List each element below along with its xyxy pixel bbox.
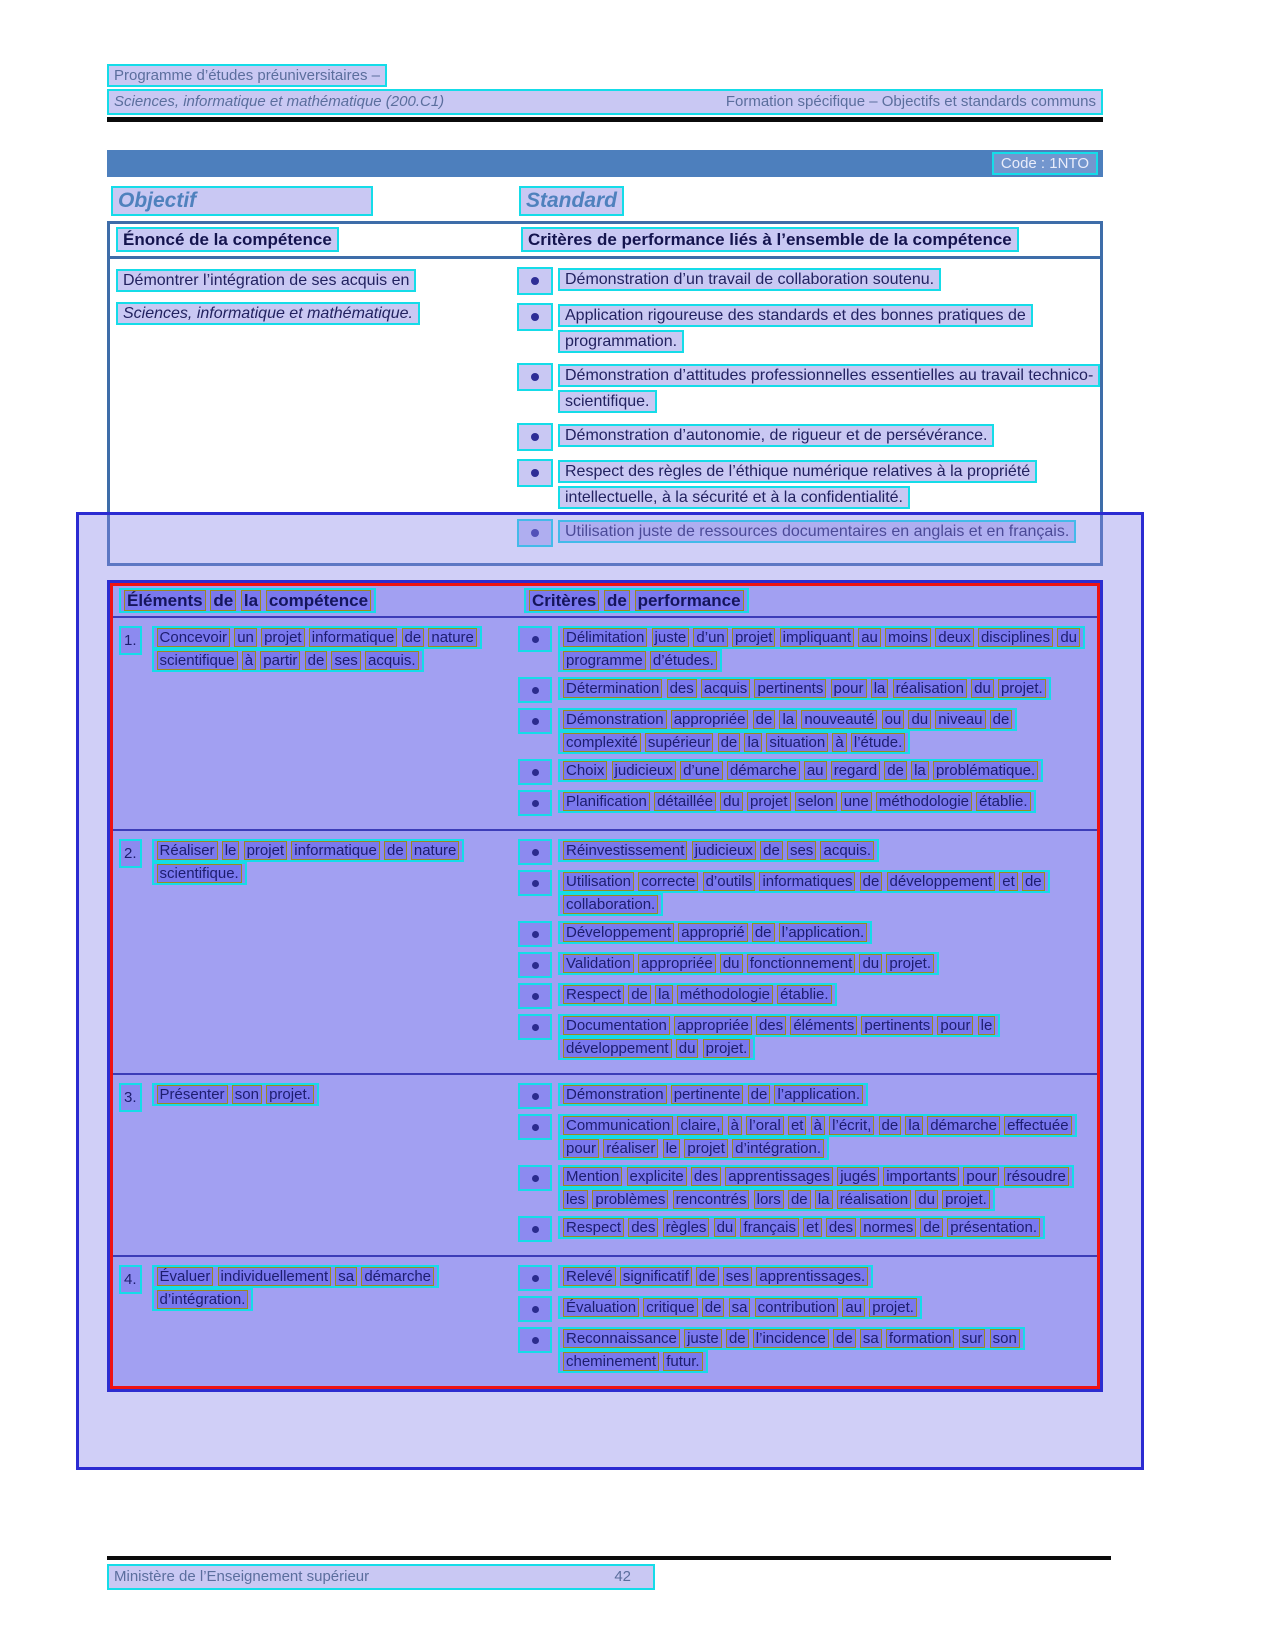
criterion-text: Relevé significatif de ses apprentissages. xyxy=(558,1265,873,1288)
criteres-list xyxy=(515,259,1100,563)
criterion-item xyxy=(518,1265,1089,1291)
bullet-icon xyxy=(518,952,552,978)
criterion-text: Démonstration d’attitudes professionnelles essentielles au travail technico-scientifique. xyxy=(558,364,1100,413)
criterion-item xyxy=(518,870,1089,916)
document-footer xyxy=(107,1564,655,1590)
bullet-icon xyxy=(518,1165,552,1191)
standard-heading: Standard xyxy=(519,186,624,216)
bullet-icon xyxy=(518,677,552,703)
criterion-item xyxy=(518,921,1089,947)
criterion-item xyxy=(518,1165,1089,1211)
elements-table-header xyxy=(113,586,1097,618)
performance-list xyxy=(518,839,1097,1065)
header-line-2 xyxy=(107,89,1103,115)
criteres-header-label: Critères de performance liés à l’ensemble de la compétence xyxy=(521,227,1019,252)
criterion-item xyxy=(517,459,1094,511)
criterion-text: Validation appropriée du fonctionnement du projet. xyxy=(558,952,939,975)
performance-list xyxy=(518,1265,1097,1378)
element-cell xyxy=(113,1083,518,1247)
header-rule xyxy=(107,117,1103,122)
elements-header-cell xyxy=(113,591,518,611)
document-header xyxy=(107,66,1103,122)
bullet-icon xyxy=(518,1265,552,1291)
bullet-icon xyxy=(518,708,552,734)
bullet-icon xyxy=(518,1114,552,1140)
row-number: 2. xyxy=(119,839,142,868)
criterion-text: Communication claire, à l’oral et à l’écrit, de la démarche effectuée pour réaliser le projet d’intégration. xyxy=(558,1114,1077,1160)
footer-rule xyxy=(107,1556,1111,1560)
performance-list xyxy=(518,626,1097,821)
bullet-icon xyxy=(517,519,553,547)
objectif-standard-row xyxy=(107,186,1103,216)
criteres-header-cell xyxy=(515,224,1100,256)
header-line-1 xyxy=(107,66,1103,86)
row-number: 4. xyxy=(119,1265,142,1294)
criterion-text: Démonstration pertinente de l’application. xyxy=(558,1083,868,1106)
elements-header-label: Éléments de la compétence xyxy=(119,588,376,613)
performance-list xyxy=(518,1083,1097,1247)
criterion-item xyxy=(517,267,1094,295)
criterion-item xyxy=(518,952,1089,978)
program-subtitle: Sciences, informatique et mathématique (200.C1) xyxy=(114,93,445,110)
criterion-text: Respect des règles du français et des normes de présentation. xyxy=(558,1216,1045,1239)
bullet-icon xyxy=(518,839,552,865)
enonce-line-1: Démontrer l’intégration de ses acquis en xyxy=(116,269,416,292)
bullet-icon xyxy=(517,363,553,391)
bullet-icon xyxy=(518,870,552,896)
bullet-icon xyxy=(518,921,552,947)
criterion-text: Évaluation critique de sa contribution au projet. xyxy=(558,1296,922,1319)
bullet-icon xyxy=(517,267,553,295)
elements-table xyxy=(107,580,1103,1392)
criterion-item xyxy=(517,303,1094,355)
criterion-item xyxy=(518,983,1089,1009)
criterion-text: Démonstration d’autonomie, de rigueur et de persévérance. xyxy=(558,424,994,447)
code-label: Code : 1NTO xyxy=(992,152,1098,175)
bullet-icon xyxy=(517,459,553,487)
bullet-icon xyxy=(518,759,552,785)
element-text: Concevoir un projet informatique de nature scientifique à partir de ses acquis. xyxy=(152,626,482,672)
bullet-icon xyxy=(518,1296,552,1322)
criterion-item xyxy=(518,839,1089,865)
bullet-icon xyxy=(517,423,553,451)
competence-table xyxy=(107,221,1103,566)
row-number: 1. xyxy=(119,626,142,655)
criterion-item xyxy=(517,363,1094,415)
criterion-text: Reconnaissance juste de l’incidence de sa formation sur son cheminement futur. xyxy=(558,1327,1025,1373)
footer-box xyxy=(107,1564,655,1590)
element-row xyxy=(113,1075,1097,1257)
criterion-item xyxy=(518,1083,1089,1109)
criterion-text: Respect de la méthodologie établie. xyxy=(558,983,837,1006)
enonce-header-label: Énoncé de la compétence xyxy=(116,227,339,252)
criterion-text: Réinvestissement judicieux de ses acquis. xyxy=(558,839,879,862)
code-bar xyxy=(107,150,1103,177)
criterion-text: Mention explicite des apprentissages jugés importants pour résoudre les problèmes rencontrés lors de la réalisation du projet. xyxy=(558,1165,1074,1211)
criterion-item xyxy=(518,1014,1089,1060)
criterion-text: Choix judicieux d’une démarche au regard de la problématique. xyxy=(558,759,1043,782)
criterion-item xyxy=(518,1216,1089,1242)
criterion-text: Utilisation juste de ressources documentaires en anglais et en français. xyxy=(558,520,1076,543)
element-cell xyxy=(113,1265,518,1378)
criterion-item xyxy=(518,790,1089,816)
criterion-item xyxy=(518,708,1089,754)
bullet-icon xyxy=(518,1014,552,1040)
criterion-item xyxy=(518,1296,1089,1322)
elements-table-inner xyxy=(110,583,1100,1389)
criterion-text: Documentation appropriée des éléments pertinents pour le développement du projet. xyxy=(558,1014,1000,1060)
element-text: Évaluer individuellement sa démarche d’intégration. xyxy=(152,1265,440,1311)
element-row xyxy=(113,1257,1097,1386)
criterion-text: Respect des règles de l’éthique numérique relatives à la propriété intellectuelle, à la sécurité et à la confidentialité. xyxy=(558,460,1037,509)
bullet-icon xyxy=(518,1327,552,1353)
performance-header-label: Critères de performance xyxy=(524,588,749,613)
row-number: 3. xyxy=(119,1083,142,1112)
enonce-cell xyxy=(110,259,515,563)
footer-ministry: Ministère de l’Enseignement supérieur xyxy=(114,1568,370,1585)
criterion-item xyxy=(518,759,1089,785)
criterion-text: Délimitation juste d’un projet impliquant au moins deux disciplines du programme d’études. xyxy=(558,626,1085,672)
element-cell xyxy=(113,626,518,821)
program-title: Programme d’études préuniversitaires – xyxy=(107,64,387,87)
performance-header-cell xyxy=(518,591,1097,611)
criterion-text: Démonstration d’un travail de collaboration soutenu. xyxy=(558,268,941,291)
competence-table-header xyxy=(110,224,1100,259)
page-number: 42 xyxy=(614,1568,631,1585)
enonce-header-cell xyxy=(110,224,515,256)
criterion-item xyxy=(518,626,1089,672)
bullet-icon xyxy=(518,1083,552,1109)
criterion-text: Démonstration appropriée de la nouveauté ou du niveau de complexité supérieur de la situation à l’étude. xyxy=(558,708,1017,754)
bullet-icon xyxy=(518,983,552,1009)
bullet-icon xyxy=(518,790,552,816)
enonce-line-2: Sciences, informatique et mathématique. xyxy=(116,302,420,325)
criterion-item xyxy=(518,1114,1089,1160)
criterion-item xyxy=(517,519,1094,547)
element-row xyxy=(113,831,1097,1075)
bullet-icon xyxy=(518,1216,552,1242)
criterion-text: Détermination des acquis pertinents pour la réalisation du projet. xyxy=(558,677,1051,700)
bullet-icon xyxy=(518,626,552,652)
criterion-item xyxy=(517,423,1094,451)
criterion-text: Utilisation correcte d’outils informatiques de développement et de collaboration. xyxy=(558,870,1050,916)
objectif-heading: Objectif xyxy=(111,186,373,216)
section-title: Formation spécifique – Objectifs et standards communs xyxy=(725,93,1096,110)
competence-table-body xyxy=(110,259,1100,563)
element-text: Présenter son projet. xyxy=(152,1083,319,1106)
criterion-item xyxy=(518,677,1089,703)
bullet-icon xyxy=(517,303,553,331)
criterion-text: Développement approprié de l’application. xyxy=(558,921,872,944)
element-text: Réaliser le projet informatique de nature scientifique. xyxy=(152,839,465,885)
criterion-text: Application rigoureuse des standards et des bonnes pratiques de programmation. xyxy=(558,304,1033,353)
criterion-text: Planification détaillée du projet selon une méthodologie établie. xyxy=(558,790,1036,813)
element-cell xyxy=(113,839,518,1065)
criterion-item xyxy=(518,1327,1089,1373)
element-row xyxy=(113,618,1097,831)
